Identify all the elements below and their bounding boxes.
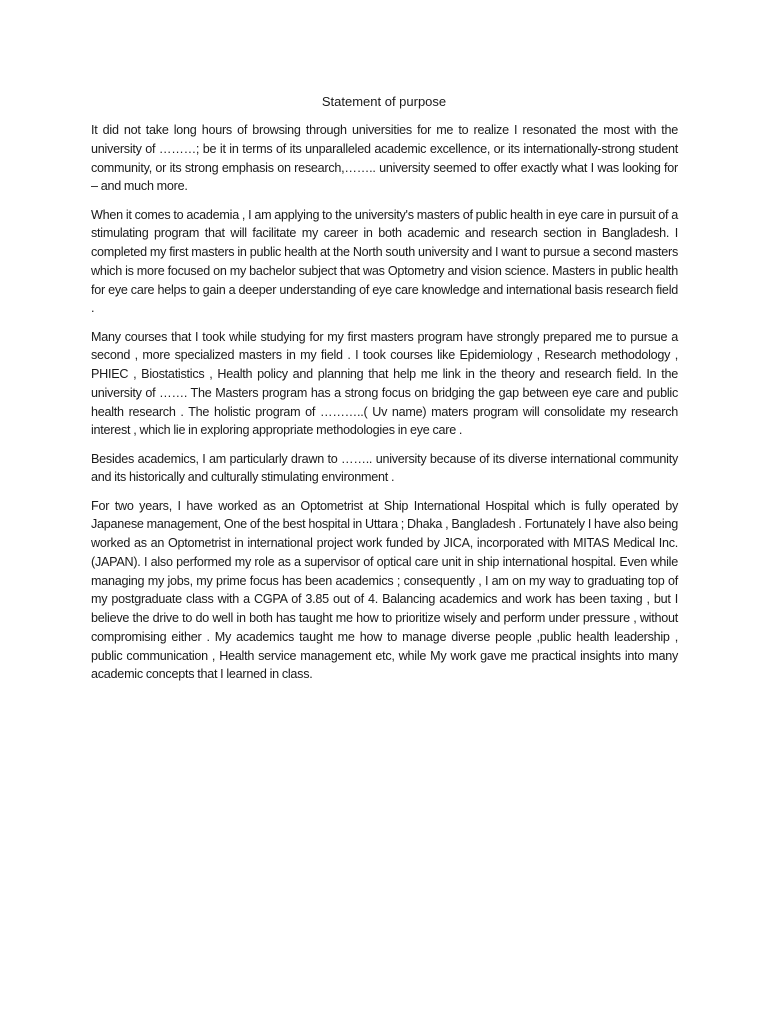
paragraph-community: Besides academics, I am particularly drawn to …….. university because of its diverse international community and its historically and culturally stimulating environment . — [91, 451, 678, 485]
paragraph-academia: When it comes to academia , I am applying to the university's masters of public health in eye care in pursuit of a stimulating program that will facilitate my career in both academic and research section in Bangladesh. I completed my first masters in public health at the North south university and I want to pursue a second masters which is more focused on my bachelor subject that was Optometry and vision science. Masters in public health for eye care helps to gain a deeper understanding of eye care knowledge and international basis research field . — [91, 207, 678, 316]
document-title: Statement of purpose — [321, 94, 447, 109]
document-body — [91, 121, 678, 694]
paragraph-courses: Many courses that I took while studying for my first masters program have strongly prepared me to pursue a second , more specialized masters in my field . I took courses like Epidemiology , Research methodology , PHIEC , Biostatistics , Health policy and planning that help me link in the theory and research field. In the university of ……. The Masters program has a strong focus on bridging the gap between eye care and public health research . The holistic program of ………..( Uv name) maters program will consolidate my research interest , which lie in exploring appropriate methodologies in eye care . — [91, 329, 678, 438]
paragraph-experience: For two years, I have worked as an Optometrist at Ship International Hospital which is fully operated by Japanese management, One of the best hospital in Uttara ; Dhaka , Bangladesh . Fortunately I have also being worked as an Optometrist in international project work funded by JICA, incorporated with MITAS Medical Inc. (JAPAN). I also performed my role as a supervisor of optical care unit in ship international hospital. Even while managing my jobs, my prime focus has been academics ; consequently , I am on my way to graduating top of my postgraduate class with a CGPA of 3.85 out of 4. Balancing academics and work has been taxing , but I believe the drive to do well in both has taught me how to prioritize wisely and perform under pressure , without compromising either . My academics taught me how to manage diverse people ,public health leadership , public communication , Health service management etc, while My work gave me practical insights into many academic concepts that I learned in class. — [91, 498, 678, 682]
paragraph-intro: It did not take long hours of browsing through universities for me to realize I resonated the most with the university of ………; be it in terms of its unparalleled academic excellence, or its internationally-strong student community, or its strong emphasis on research,…….. university seemed to offer exactly what I was looking for – and much more. — [91, 123, 678, 194]
